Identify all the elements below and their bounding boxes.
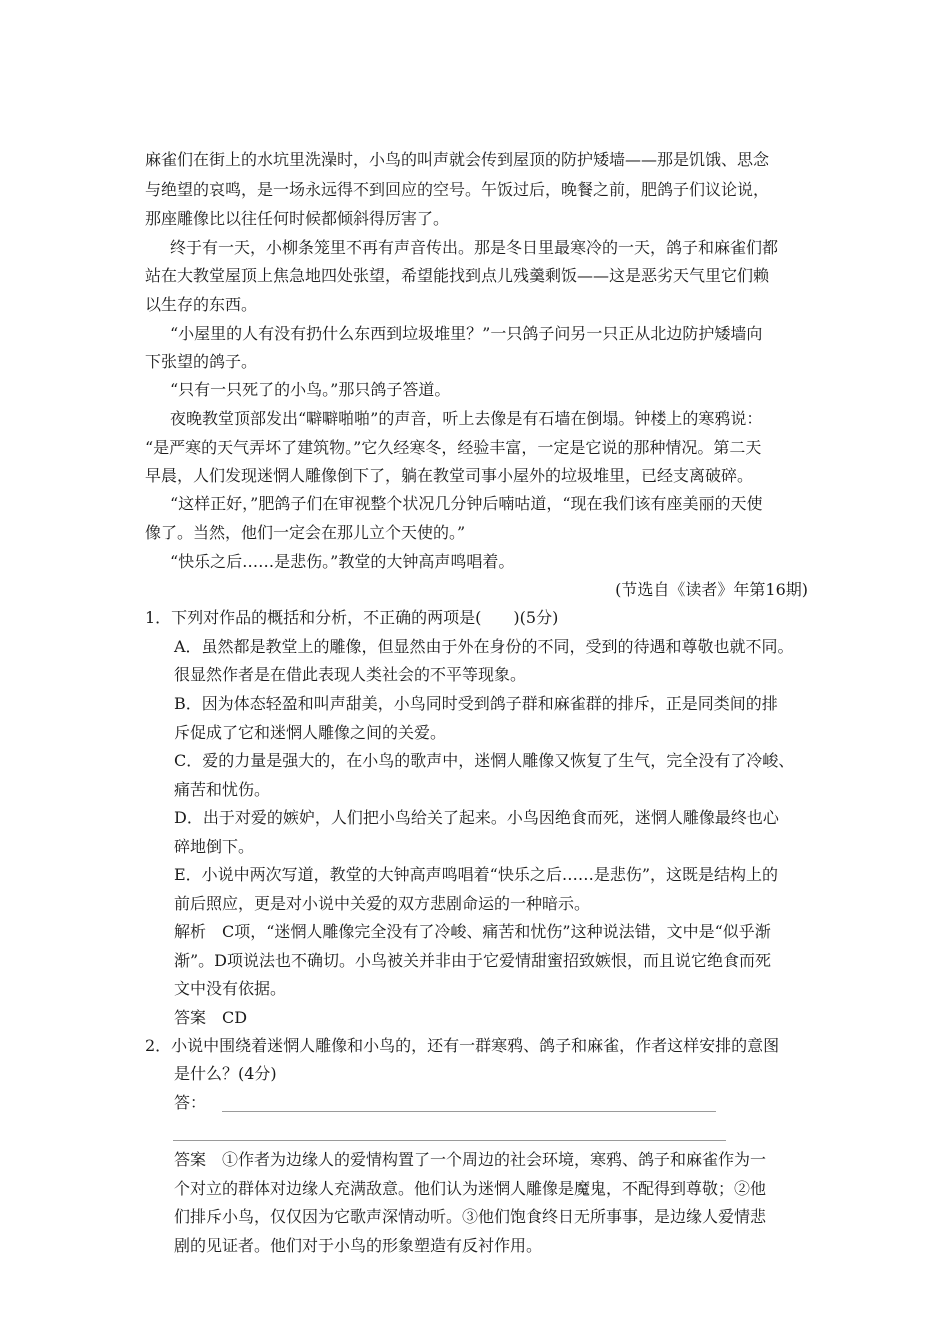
question-2-stem-cont: 是什么？(4分) (174, 1064, 277, 1083)
passage-line: “是严寒的天气弄坏了建筑物。”它久经寒冬，经验丰富，一定是它说的那种情况。第二天 (145, 438, 762, 457)
passage-line: 终于有一天，小柳条笼里不再有声音传出。那是冬日里最寒冷的一天，鸽子和麻雀们都 (170, 238, 779, 257)
answer-blank-line[interactable] (173, 1140, 726, 1141)
analysis-line: 解析 C项，“迷惘人雕像完全没有了冷峻、痛苦和忧伤”这种说法错，文中是“似乎渐 (174, 922, 771, 941)
question-2-stem: 2．小说中围绕着迷惘人雕像和小鸟的，还有一群寒鸦、鸽子和麻雀，作者这样安排的意图 (145, 1036, 780, 1055)
option-d-cont: 碎地倒下。 (174, 837, 255, 856)
answer-1: 答案 CD (174, 1008, 248, 1027)
passage-line: “小屋里的人有没有扔什么东西到垃圾堆里？”一只鸽子问另一只正从北边防护矮墙向 (170, 324, 763, 343)
passage-line: 以生存的东西。 (145, 295, 258, 314)
option-e: E．小说中两次写道，教堂的大钟高声鸣唱着“快乐之后……是悲伤”，这既是结构上的 (174, 865, 779, 884)
option-a: A．虽然都是教堂上的雕像，但显然由于外在身份的不同，受到的待遇和尊敬也就不同。 (174, 637, 794, 656)
question-1-stem: 1．下列对作品的概括和分析，不正确的两项是( )(5分) (145, 608, 559, 627)
option-b-cont: 斥促成了它和迷惘人雕像之间的关爱。 (174, 723, 447, 742)
answer-2-line: 答案 ①作者为边缘人的爱情构置了一个周边的社会环境，寒鸦、鸽子和麻雀作为一 (174, 1150, 767, 1169)
passage-line: 夜晚教堂顶部发出“噼噼啪啪”的声音，听上去像是有石墙在倒塌。钟楼上的寒鸦说： (170, 409, 763, 428)
passage-line: “只有一只死了的小鸟。”那只鸽子答道。 (170, 380, 451, 399)
option-e-cont: 前后照应，更是对小说中关爱的双方悲剧命运的一种暗示。 (174, 894, 591, 913)
analysis-line: 文中没有依据。 (174, 979, 287, 998)
option-b: B．因为体态轻盈和叫声甜美，小鸟同时受到鸽子群和麻雀群的排斥，正是同类间的排 (174, 694, 778, 713)
passage-line: “快乐之后……是悲伤。”教堂的大钟高声鸣唱着。 (170, 552, 515, 571)
passage-line: “这样正好，”肥鸽子们在审视整个状况几分钟后喃咕道，“现在我们该有座美丽的天使 (170, 494, 763, 513)
option-a-cont: 很显然作者是在借此表现人类社会的不平等现象。 (174, 665, 527, 684)
option-c-cont: 痛苦和忧伤。 (174, 780, 271, 799)
passage-line: 早晨，人们发现迷惘人雕像倒下了，躺在教堂司事小屋外的垃圾堆里，已经支离破碎。 (145, 466, 754, 485)
answer-2-line: 个对立的群体对边缘人充满敌意。他们认为迷惘人雕像是魔鬼，不配得到尊敬；②他 (174, 1179, 767, 1198)
passage-line: 站在大教堂屋顶上焦急地四处张望，希望能找到点儿残羹剩饭——这是恶劣天气里它们赖 (145, 266, 770, 285)
answer-2-line: 剧的见证者。他们对于小鸟的形象塑造有反衬作用。 (174, 1236, 543, 1255)
analysis-line: 渐”。D项说法也不确切。小鸟被关并非由于它爱情甜蜜招致嫉恨，而且说它绝食而死 (174, 951, 772, 970)
source-citation: (节选自《读者》年第16期) (615, 580, 808, 599)
passage-line: 那座雕像比以往任何时候都倾斜得厉害了。 (145, 209, 450, 228)
passage-line: 像了。当然，他们一定会在那儿立个天使的。” (145, 523, 466, 542)
answer-prompt: 答： (174, 1093, 207, 1112)
option-d: D．出于对爱的嫉妒，人们把小鸟给关了起来。小鸟因绝食而死，迷惘人雕像最终也心 (174, 808, 779, 827)
answer-2-line: 们排斥小鸟，仅仅因为它歌声深情动听。③他们饱食终日无所事事，是边缘人爱情悲 (174, 1207, 767, 1226)
passage-line: 麻雀们在街上的水坑里洗澡时，小鸟的叫声就会传到屋顶的防护矮墙——那是饥饿、思念 (145, 150, 770, 169)
passage-line: 与绝望的哀鸣，是一场永远得不到回应的空号。午饭过后，晚餐之前，肥鸽子们议论说， (145, 180, 770, 199)
answer-blank-line[interactable] (222, 1111, 716, 1112)
passage-line: 下张望的鸽子。 (145, 352, 258, 371)
option-c: C．爱的力量是强大的，在小鸟的歌声中，迷惘人雕像又恢复了生气，完全没有了冷峻、 (174, 751, 795, 770)
